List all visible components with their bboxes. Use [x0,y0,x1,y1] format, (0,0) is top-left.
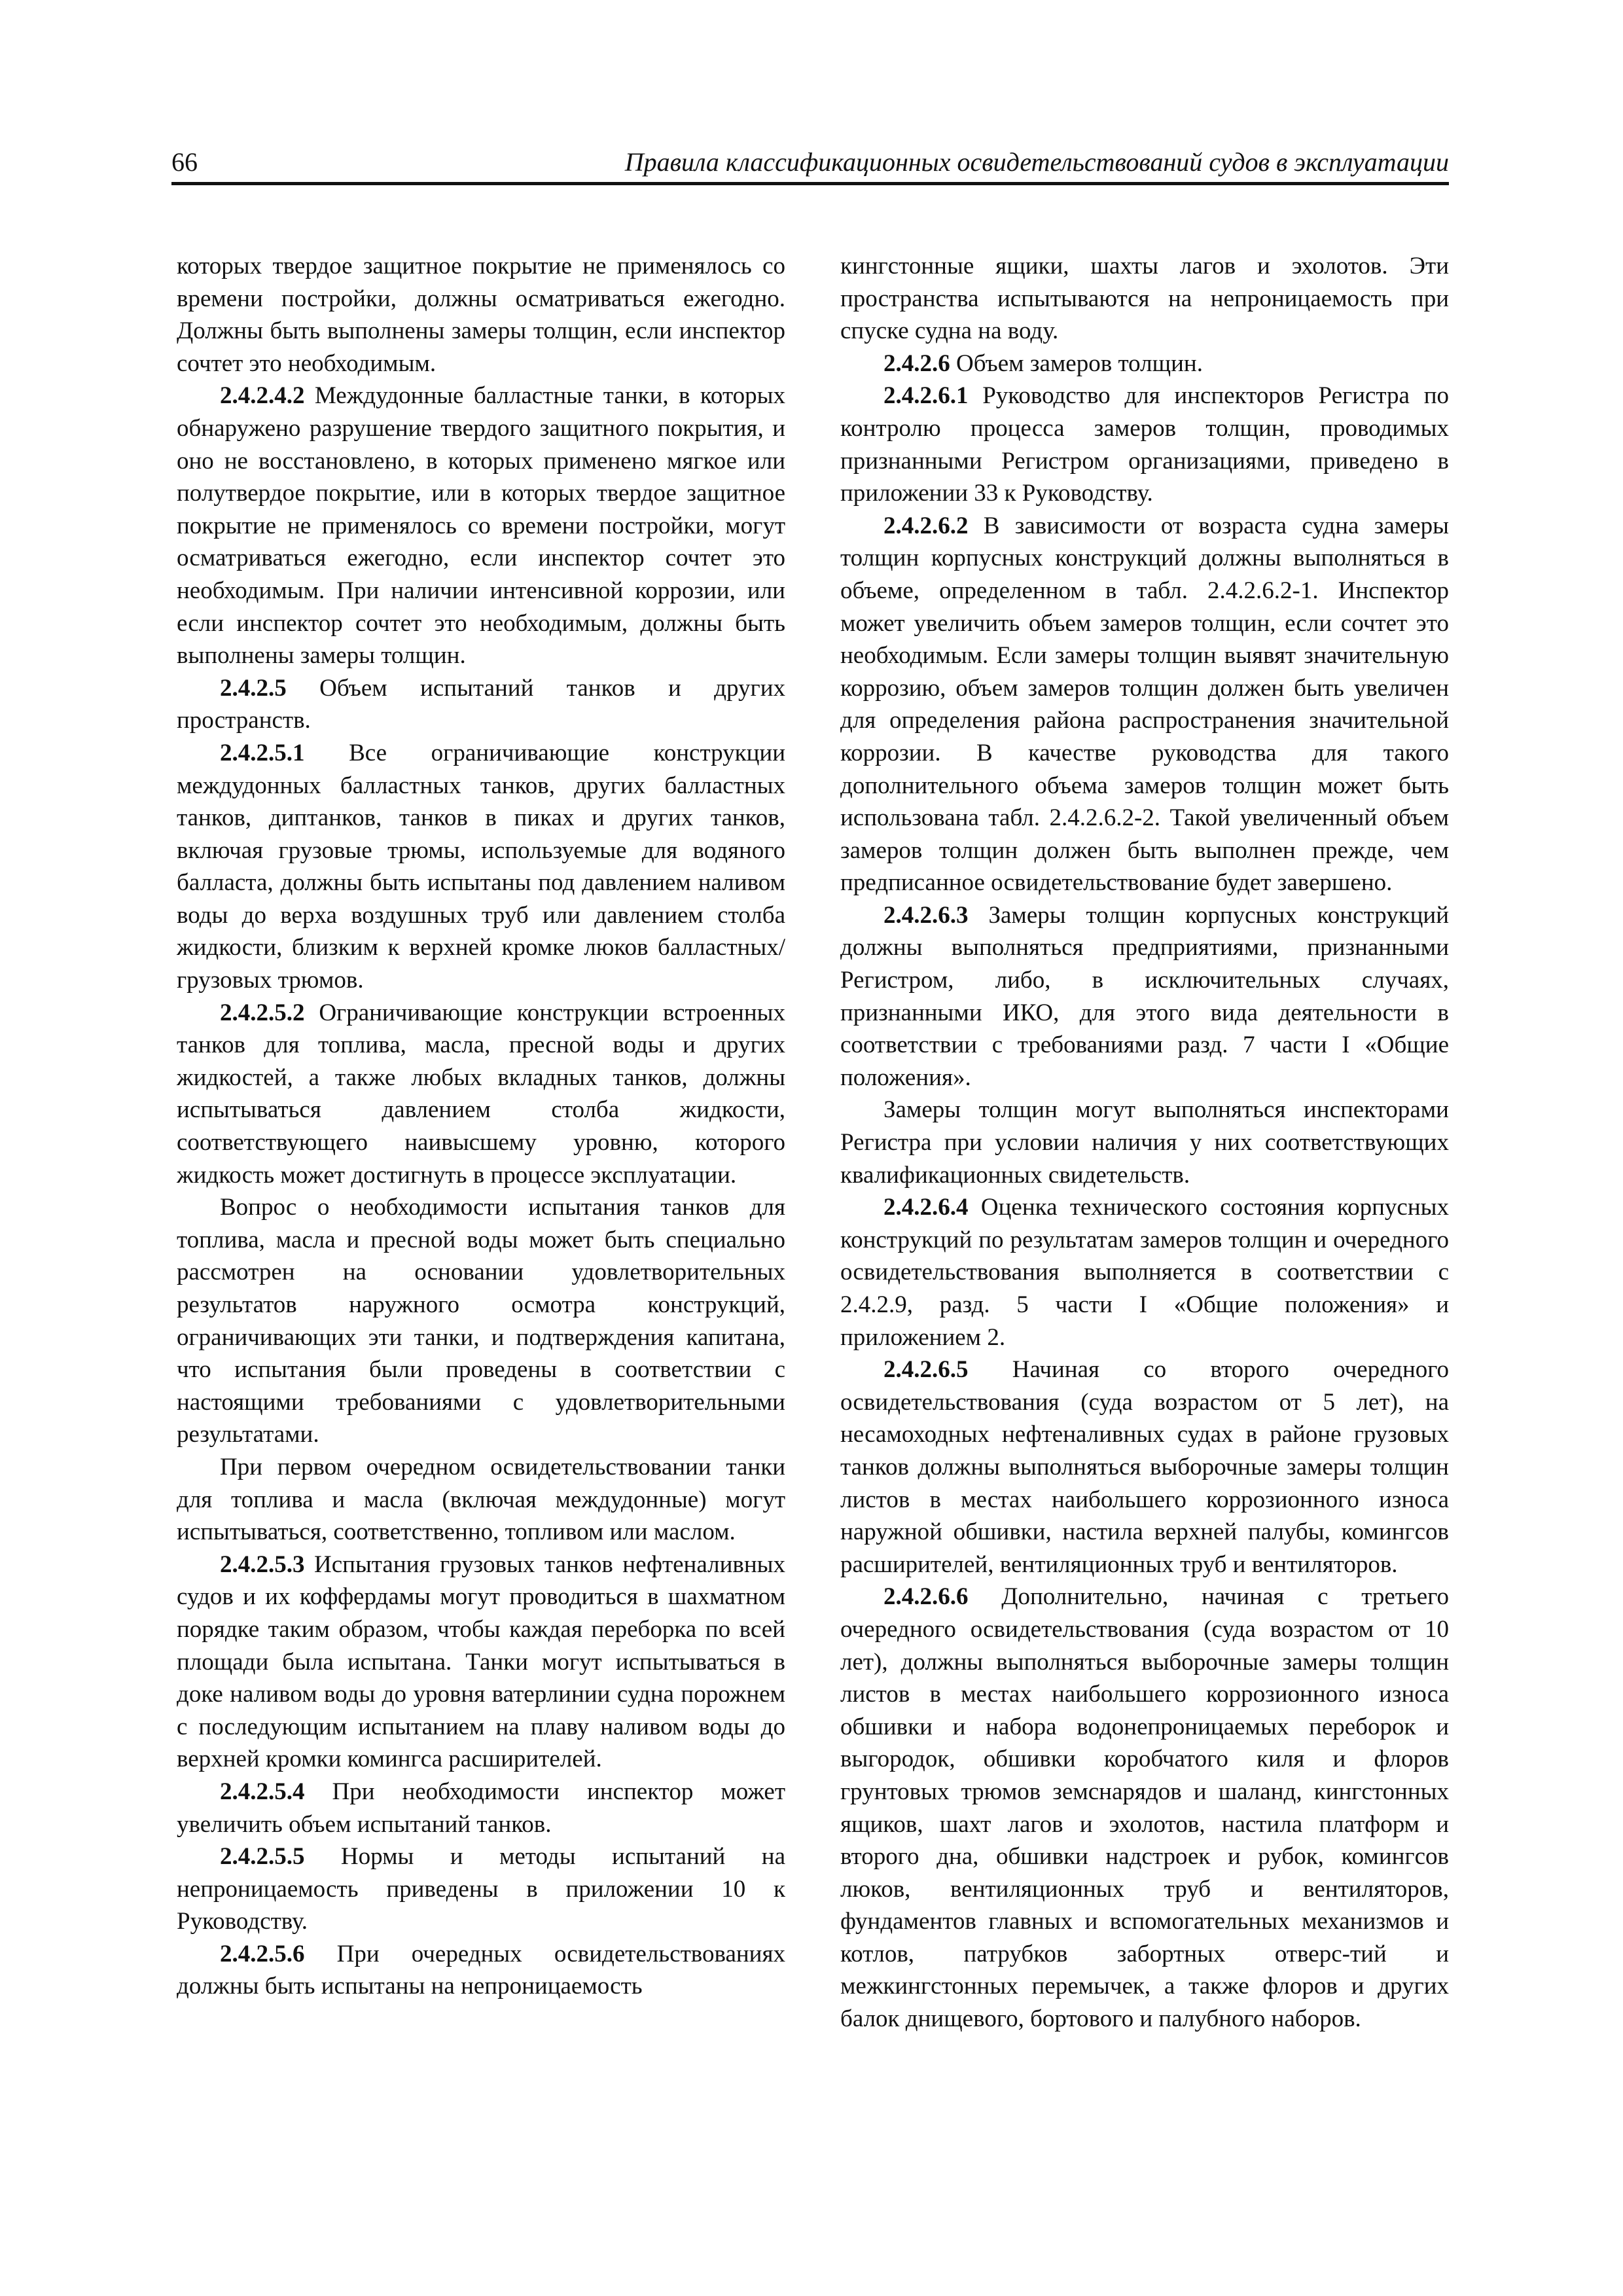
clause-number: 2.4.2.6 [883,350,950,377]
page-number: 66 [171,147,198,177]
paragraph [840,510,1449,899]
clause-number: 2.4.2.5.6 [220,1940,305,1967]
clause-number: 2.4.2.5.4 [220,1778,305,1805]
paragraph [177,1549,785,1776]
paragraph-text: Нормы и методы испытаний на непроницаемость приведены в приложении 10 к Руководству. [177,1843,785,1935]
paragraph [177,380,785,672]
paragraph-text: Ограничивающие конструкции встроенных танков для топлива, масла, пресной воды и других жидкостей, а также любых вкладных танков, должны испытываться давлением столба жидкости, соответствующего наивысшему уровню, которого жидкость может достигнуть в процессе эксплуатации. [177,999,785,1189]
clause-number: 2.4.2.5 [220,674,287,702]
clause-number: 2.4.2.5.5 [220,1843,305,1871]
paragraph [840,348,1449,380]
paragraph-text: Начиная со второго очередного освидетельствования (суда возрастом от 5 лет), на несамоходных нефтеналивных судах в районе грузовых танков должны выполняться выборочные замеры толщин листов в местах наибольшего коррозионного износа наружной обшивки, настила верхней палубы, комингсов расширителей, вентиляционных труб и вентиляторов. [840,1356,1449,1578]
paragraph [840,1094,1449,1191]
page-header [171,145,1449,185]
paragraph [840,1581,1449,2035]
clause-number: 2.4.2.5.1 [220,739,305,766]
clause-number: 2.4.2.6.2 [883,512,969,539]
paragraph-text: Междудонные балластные танки, в которых обнаружено разрушение твердого защитного покрытия, и оно не восстановлено, в которых применено мягкое или полутвердое покрытие, или в которых твердое защитное покрытие не применялось со времени постройки, могут осматриваться ежегодно, если инспектор сочтет это необходимым. При наличии интенсивной коррозии, или если инспектор сочтет это необходимым, должны быть выполнены замеры толщин. [177,382,785,670]
paragraph [840,899,1449,1094]
paragraph [840,250,1449,348]
clause-number: 2.4.2.6.5 [883,1356,969,1384]
paragraph-text: При первом очередном освидетельствовании танки для топлива и масла (включая междудонные) могут испытываться, соответственно, топливом или маслом. [177,1453,785,1546]
paragraph [177,1840,785,1938]
paragraph [177,1451,785,1549]
paragraph-text: Все ограничивающие конструкции междудонных балластных танков, других балластных танков, диптанков, танков в пиках и других танков, включая грузовые трюмы, используемые для водяного балласта, должны быть испытаны под давлением наливом воды до верха воздушных труб или давлением столба жидкости, близким к верхней кромке люков балластных/грузовых трюмов. [177,739,785,994]
clause-number: 2.4.2.4.2 [220,382,305,410]
right-column [840,250,1449,2214]
paragraph-text: При необходимости инспектор может увеличить объем испытаний танков. [177,1778,785,1838]
clause-number: 2.4.2.6.3 [883,901,969,929]
paragraph [177,250,785,380]
clause-number: 2.4.2.6.6 [883,1583,969,1611]
paragraph [177,672,785,737]
paragraph-text: Испытания грузовых танков нефтеналивных судов и их коффердамы могут проводиться в шахматном порядке таким образом, чтобы каждая переборка по всей площади была испытана. Танки могут испытываться в доке наливом воды до уровня ватерлинии судна порожнем с последующим испытанием на плаву наливом воды до верхней кромки комингса расширителей. [177,1551,785,1773]
paragraph [840,1191,1449,1354]
clause-number: 2.4.2.6.1 [883,382,969,410]
running-title: Правила классификационных освидетельствований судов в эксплуатации [624,147,1449,177]
paragraph-text: Замеры толщин могут выполняться инспекторами Регистра при условии наличия у них соответствующих квалификационных свидетельств. [840,1096,1449,1189]
paragraph-text: Объем испытаний танков и других пространств. [177,674,785,734]
paragraph [177,737,785,997]
paragraph-text: Оценка технического состояния корпусных конструкций по результатам замеров толщин и очередного освидетельствования выполняется в соответствии с 2.4.2.9, разд. 5 части I «Общие положения» и приложением 2. [840,1194,1449,1351]
body-columns [177,250,1449,2214]
paragraph [177,1191,785,1451]
paragraph-text: В зависимости от возраста судна замеры толщин корпусных конструкций должны выполняться в объеме, определенном в табл. 2.4.2.6.2-1. Инспектор может увеличить объем замеров толщин, если сочтет это необходимым. Если замеры толщин выявят значительную коррозию, объем замеров толщин должен быть увеличен для определения района распространения значительной коррозии. В качестве руководства для такого дополнительного объема замеров толщин может быть использована табл. 2.4.2.6.2-2. Такой увеличенный объем замеров толщин должен быть выполнен прежде, чем предписанное освидетельствование будет завершено. [840,512,1449,897]
paragraph-text: кингстонные ящики, шахты лагов и эхолотов. Эти пространства испытываются на непроницаемость при спуске судна на воду. [840,253,1449,345]
left-column [177,250,785,2214]
paragraph [840,380,1449,509]
paragraph-text: Замеры толщин корпусных конструкций должны выполняться предприятиями, признанными Регистром, либо, в исключительных случаях, признанными ИКО, для этого вида деятельности в соответствии с требованиями разд. 7 части I «Общие положения». [840,901,1449,1091]
paragraph-text: Руководство для инспекторов Регистра по контролю процесса замеров толщин, проводимых признанными Регистром организациями, приведено в приложении 33 к Руководству. [840,382,1449,507]
paragraph-text: При очередных освидетельствованиях должны быть испытаны на непроницаемость [177,1940,785,2000]
paragraph [840,1354,1449,1581]
paragraph [177,997,785,1192]
clause-number: 2.4.2.6.4 [883,1194,969,1221]
clause-number: 2.4.2.5.2 [220,999,305,1026]
paragraph-text: Вопрос о необходимости испытания танков для топлива, масла и пресной воды может быть специально рассмотрен на основании удовлетворительных результатов наружного осмотра конструкций, ограничивающих эти танки, и подтверждения капитана, что испытания были проведены в соответствии с настоящими требованиями с удовлетворительными результатами. [177,1194,785,1448]
clause-number: 2.4.2.5.3 [220,1551,305,1578]
paragraph-text: которых твердое защитное покрытие не применялось со времени постройки, должны осматриваться ежегодно. Должны быть выполнены замеры толщин, если инспектор сочтет это необходимым. [177,253,785,377]
paragraph-text: Объем замеров толщин. [950,350,1203,377]
paragraph [177,1938,785,2003]
paragraph-text: Дополнительно, начиная с третьего очередного освидетельствования (суда возрастом от 10 лет), должны выполняться выборочные замеры толщин листов в местах наибольшего коррозионного износа обшивки и набора водонепроницаемых переборок и выгородок, обшивки коробчатого киля и флоров грунтовых трюмов земснарядов и шаланд, кингстонных ящиков, шахт лагов и эхолотов, настила платформ и второго дна, обшивки надстроек и рубок, комингсов люков, вентиляционных труб и вентиляторов, фундаментов главных и вспомогательных механизмов и котлов, патрубков забортных отверс-тий и межкингстонных перемычек, а также флоров и других балок днищевого, бортового и палубного наборов. [840,1583,1449,2033]
paragraph [177,1776,785,1840]
